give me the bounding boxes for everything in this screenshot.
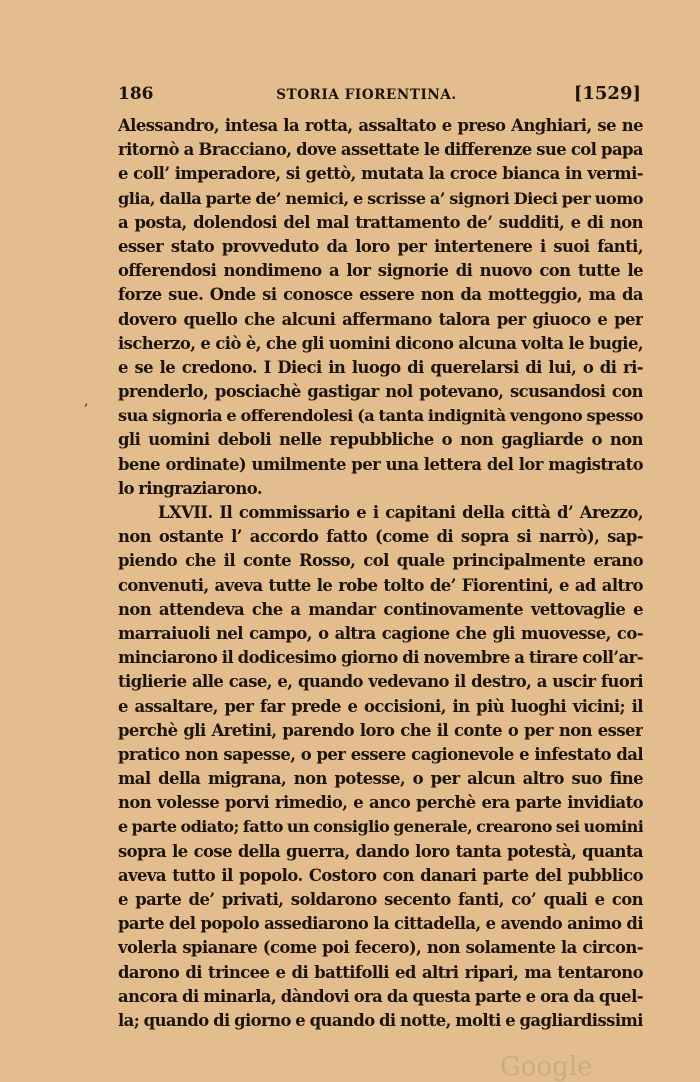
text-line: offerendosi nondimeno a lor signorie di nuovo con tutte le [118,261,643,281]
text-line: Alessandro, intesa la rotta, assaltato e preso Anghiari, se ne [118,116,643,135]
text-line: gli uomini deboli nelle repubbliche o non gagliarde o non [118,430,643,450]
running-title: STORIA FIORENTINA. [276,87,457,103]
text-line: volerla spianare (come poi fecero), non solamente la circon- [118,938,643,958]
text-line: pratico non sapesse, o per essere cagionevole e infestato dal [118,744,643,764]
text-line: dovero quello che alcuni affermano talora per giuoco e per [118,309,643,329]
text-line: esser stato provveduto da loro per intertenere i suoi fanti, [118,236,643,256]
text-line: a posta, dolendosi del mal trattamento de’ sudditi, e di non [118,212,643,232]
text-line: bene ordinate) umilmente per una lettera del lor magistrato [118,454,643,474]
text-line: glia, dalla parte de’ nemici, e scrisse a’ signori Dieci per uomo [118,188,643,208]
text-line: non volesse porvi rimedio, e anco perchè era parte invidiato [118,793,643,813]
text-line: minciarono il dodicesimo giorno di novembre a tirare coll’ar- [118,648,643,668]
text-line: e coll’ imperadore, si gettò, mutata la croce bianca in vermi- [118,164,643,184]
digitizer-watermark: Google [500,1052,593,1082]
text-line: la; quando di giorno e quando di notte, molti e gagliardissimi [118,1010,643,1030]
text-line: lo ringraziarono. [118,478,263,498]
text-line: perchè gli Aretini, parendo loro che il conte o per non esser [118,720,643,740]
text-line: ritornò a Bracciano, dove assettate le differenze sue col papa [118,140,643,160]
book-page [118,84,643,1033]
text-line: e se le credono. I Dieci in luogo di querelarsi di lui, o di ri- [118,357,643,377]
text-line: marraiuoli nel campo, o altra cagione che gli muovesse, co- [118,623,643,643]
text-line: prenderlo, posciachè gastigar nol potevano, scusandosi con [118,382,643,402]
text-line: aveva tutto il popolo. Costoro con danari parte del pubblico [118,865,643,885]
text-line: e parte odiato; fatto un consiglio generale, crearono sei uomini [118,817,643,837]
text-line: convenuti, aveva tutte le robe tolto de’ Fiorentini, e ad altro [118,575,643,595]
text-line: darono di trincee e di battifolli ed altri ripari, ma tentarono [118,962,643,982]
margin-mark: , [84,393,89,409]
body-text [118,114,643,1033]
text-line: forze sue. Onde si conosce essere non da motteggio, ma da [118,285,643,305]
text-line: parte del popolo assediarono la cittadella, e avendo animo di [118,914,643,934]
text-line: piendo che il conte Rosso, col quale principalmente erano [118,551,643,571]
text-line: mal della migrana, non potesse, o per alcun altro suo fine [118,769,643,789]
text-line: sua signoria e offerendolesi (a tanta indignità vengono spesso [118,406,643,426]
text-line: e assaltare, per far prede e occisioni, in più luoghi vicini; il [118,696,643,716]
chapter-heading-line: LXVII. Il commissario e i capitani della città d’ Arezzo, [158,503,643,522]
text-line: ischerzo, e ciò è, che gli uomini dicono alcuna volta le bugie, [118,333,643,353]
text-line: e parte de’ privati, soldarono secento fanti, co’ quali e con [118,890,643,909]
text-line: tiglierie alle case, e, quando vedevano il destro, a uscir fuori [118,672,643,692]
text-line: sopra le cose della guerra, dando loro tanta potestà, quanta [118,841,643,861]
text-line: non attendeva che a mandar continovamente vettovaglie e [118,599,643,619]
year-marker: [1529] [573,83,641,104]
text-line: ancora di minarla, dàndovi ora da questa parte e ora da quel- [118,986,643,1006]
running-header [118,84,643,110]
text-line: non ostante l’ accordo fatto (come di sopra si narrò), sap- [118,527,643,547]
page-number: 186 [118,84,154,104]
